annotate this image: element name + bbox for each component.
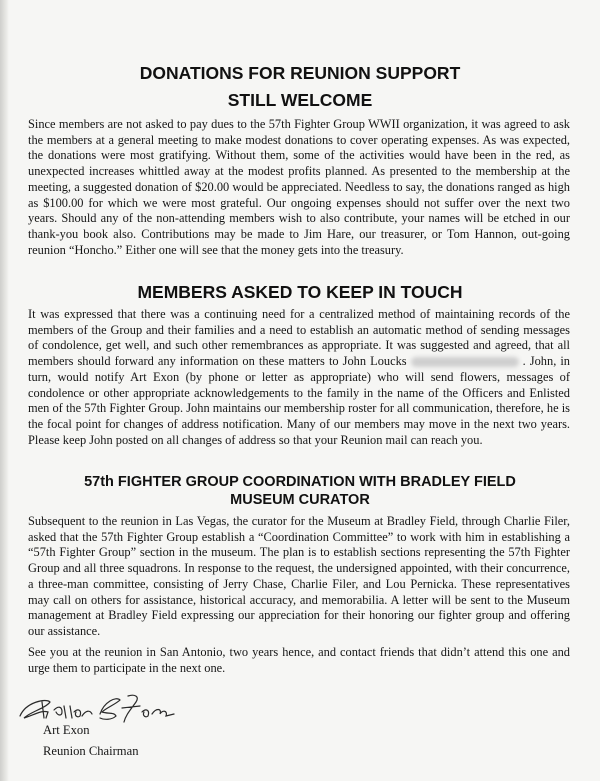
donations-body: Since members are not asked to pay dues to the 57th Fighter Group WWII organization, it was agreed to ask the members at a general meeting to make modest donations to cover operating expenses. As was expected, the donations were most gratifying. Without them, some of the activities would have been in the red, as unexpected increases whittled away at the modest profits planned. As presented to the membership at the meeting, a suggested donation of $20.00 would be appreciated. Needless to say, the donations ranged as high as $100.00 for which we were most grateful. Our ongoing expenses should not suffer over the next two years. Should any of the non-attending members wish to also contribute, your names will be etched in our thank-you book also. Contributions may be made to Jim Hare, our treasurer, or Tom Hannon, out-going reunion “Honcho.” Either one will see that the money gets into the treasury. bbox=[28, 117, 570, 257]
donations-title-line1: DONATIONS FOR REUNION SUPPORT bbox=[139, 63, 461, 83]
keep-in-touch-body-before: It was expressed that there was a continuing need for a centralized method of maintaining records of the members of the Group and their families and a need to establish an automatic method of sending messages of condolence, get well, and such other remembrances as appropriate. It was suggested and agreed, that all members should forward any information on these matters to John Loucks bbox=[28, 307, 570, 369]
keep-in-touch-body bbox=[28, 307, 570, 448]
keep-in-touch-body-after: . John, in turn, would notify Art Exon (by phone or letter as appropriate) who will send flowers, messages of condolence or other appropriate acknowledgements to the family in the name of the Officers and Enlisted men of the 57th Fighter Group. John maintains our membership roster for all communication, therefore, he is the focal point for changes of address notification. Many of our members may move in the next two years. Please keep John posted on all changes of address so that your Reunion mail can reach you. bbox=[28, 354, 571, 447]
handwritten-signature bbox=[16, 688, 186, 728]
museum-body: Subsequent to the reunion in Las Vegas, the curator for the Museum at Bradley Field, through Charlie Filer, asked that the 57th Fighter Group establish a “Coordination Committee” to work with him in establishing a “57th Fighter Group” section in the museum. The plan is to establish sections representing the 57th Fighter Group and all three squadrons. In response to the request, the undersigned appointed, with their concurrence, a three-man committee, consisting of Jerry Chase, Charlie Filer, and Lou Pernicka. These representatives may call on others for assistance, historical accuracy, and memorabilia. A letter will be sent to the Museum management at Bradley Field expressing our appreciation for their honoring our fighter group and offering our assistance. bbox=[28, 514, 570, 638]
page-edge-shadow bbox=[0, 0, 9, 781]
signer-title: Reunion Chairman bbox=[43, 744, 139, 758]
museum-title-line1: 57th FIGHTER GROUP COORDINATION WITH BRADLEY FIELD bbox=[84, 474, 516, 490]
redacted-address bbox=[411, 357, 519, 367]
signer-name: Art Exon bbox=[43, 723, 90, 737]
closing-paragraph: See you at the reunion in San Antonio, two years hence, and contact friends that didn’t attend this one and urge them to participate in the next one. bbox=[28, 645, 570, 675]
donations-title-line2: STILL WELCOME bbox=[227, 90, 373, 110]
keep-in-touch-title: MEMBERS ASKED TO KEEP IN TOUCH bbox=[137, 282, 463, 302]
museum-title-line2: MUSEUM CURATOR bbox=[230, 492, 370, 508]
